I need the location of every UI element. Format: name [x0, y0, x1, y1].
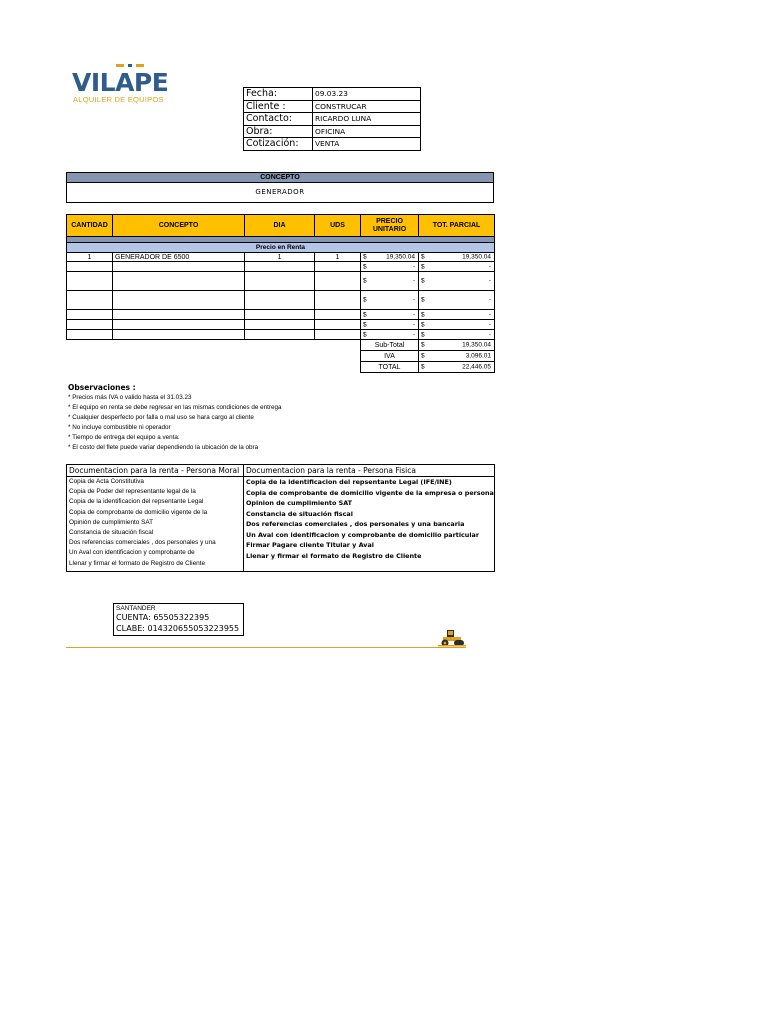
info-label: Fecha:: [244, 88, 313, 101]
amount: -: [412, 263, 415, 270]
cell-precio: [361, 262, 419, 272]
cell-dia: [245, 320, 315, 330]
info-row: [244, 100, 421, 113]
cell-precio: [361, 330, 419, 340]
column-header: TOT. PARCIAL: [419, 215, 495, 237]
cell-dia: [245, 310, 315, 320]
cell-precio: [361, 310, 419, 320]
cell-uds: [315, 310, 361, 320]
doc-fisica-item: Llenar y firmar el formato de Registro de Cliente: [246, 551, 422, 560]
section-label: Precio en Renta: [67, 243, 495, 253]
cell-dia: 1: [245, 253, 315, 262]
doc-fisica-item: Copia de la identificacion del repsentante Legal (IFE/INE): [246, 478, 452, 486]
quote-info-table: [243, 87, 421, 151]
cell-total: [419, 310, 495, 320]
currency-symbol: $: [421, 277, 425, 285]
bank-info: [113, 603, 244, 636]
doc-moral-item: Copia de Poder del representante legal de la: [69, 488, 196, 496]
amount: -: [488, 311, 491, 318]
table-row: [67, 253, 495, 262]
cell-cantidad: [67, 320, 113, 330]
cell-dia: [245, 291, 315, 310]
currency-symbol: $: [421, 263, 425, 270]
cell-total: [419, 272, 495, 291]
doc-fisica-item: Copia de comprobante de domicilio vigente de la empresa o persona: [246, 488, 494, 497]
table-row: [67, 291, 495, 310]
info-label: Cliente :: [244, 100, 313, 113]
observacion-line: * Tiempo de entrega del equipo a venta:: [68, 434, 180, 441]
table-row: [67, 320, 495, 330]
cell-concepto: [113, 310, 245, 320]
table-row: [67, 272, 495, 291]
cell-total: [419, 330, 495, 340]
doc-fisica-item: Un Aval con identificacion y comprobante de domicilio particular: [246, 530, 479, 539]
amount: -: [488, 263, 491, 270]
currency-symbol: $: [363, 253, 367, 261]
currency-symbol: $: [363, 321, 367, 328]
logo-tagline: ALQUILER DE EQUIPOS: [73, 95, 164, 104]
cell-cantidad: [67, 330, 113, 340]
doc-fisica-item: Opinion de cumplimiento SAT: [246, 499, 353, 507]
amount: -: [488, 296, 491, 304]
currency-symbol: $: [363, 296, 367, 304]
cell-total: [419, 262, 495, 272]
cell-cantidad: [67, 262, 113, 272]
doc-fisica-item: Firmar Pagare cliente Titular y Aval: [246, 541, 374, 549]
currency-symbol: $: [421, 331, 425, 338]
currency-symbol: $: [421, 352, 425, 360]
info-label: Contacto:: [244, 113, 313, 126]
amount: -: [488, 321, 491, 328]
amount: -: [412, 331, 415, 338]
bank-cuenta: CUENTA: 65505322395: [116, 613, 210, 622]
cell-uds: [315, 272, 361, 291]
info-label: Cotización:: [244, 138, 313, 151]
info-value: OFICINA: [313, 125, 421, 138]
amount: -: [412, 321, 415, 328]
road-roller-icon: [438, 629, 466, 647]
section-row: [67, 243, 495, 253]
currency-symbol: $: [363, 263, 367, 270]
currency-symbol: $: [421, 296, 425, 304]
observacion-line: * El equipo en renta se debe regresar en las mismas condiciones de entrega: [68, 404, 282, 411]
column-header: CANTIDAD: [67, 215, 113, 237]
currency-symbol: $: [421, 341, 425, 349]
docs-fisica-header: Documentacion para la renta - Persona Fisica: [244, 465, 494, 477]
table-row: [67, 262, 495, 272]
currency-symbol: $: [421, 321, 425, 328]
concepto-header: CONCEPTO: [66, 172, 494, 183]
currency-symbol: $: [363, 331, 367, 338]
cell-total: [419, 291, 495, 310]
observacion-line: * No incluye combustible ni operador: [68, 424, 171, 431]
currency-symbol: $: [363, 277, 367, 285]
cell-uds: [315, 330, 361, 340]
bank-clabe: CLABE: 014320655053223955: [116, 623, 240, 633]
observaciones-title: Observaciones :: [68, 383, 136, 392]
doc-moral-item: Un Aval con identificacion y comprobante de: [69, 549, 195, 557]
info-value: 09.03.23: [313, 88, 421, 101]
doc-moral-item: Opinión de cumplimiento SAT: [69, 518, 154, 526]
observaciones-section: [68, 383, 498, 453]
doc-fisica-item: Dos referencias comerciales , dos personales y una bancaria: [246, 520, 465, 528]
cell-cantidad: [67, 272, 113, 291]
observacion-line: * Precios más IVA o valido hasta el 31.03.23: [68, 394, 192, 401]
concepto-block: [66, 172, 494, 203]
cell-concepto: [113, 262, 245, 272]
observacion-line: * El costo del flete puede variar dependiendo la ubicación de la obra: [68, 444, 259, 451]
logo-name: VILAPE: [72, 68, 169, 97]
cell-precio: [361, 272, 419, 291]
doc-moral-item: Copia de Acta Constitutiva: [69, 478, 144, 485]
cell-uds: 1: [315, 253, 361, 262]
column-header: PRECIO UNITARIO: [361, 215, 419, 237]
docs-moral-header: Documentacion para la renta - Persona Moral: [67, 465, 243, 477]
cell-concepto: [113, 291, 245, 310]
cell-cantidad: 1: [67, 253, 113, 262]
totals-value: [419, 340, 495, 351]
items-header-row: [67, 215, 495, 237]
amount: 22,446.05: [462, 363, 491, 371]
totals-label: IVA: [361, 351, 419, 362]
cell-concepto: [113, 320, 245, 330]
totals-value: [419, 362, 495, 373]
cell-cantidad: [67, 310, 113, 320]
currency-symbol: $: [421, 253, 425, 261]
bank-name: SANTANDER: [116, 605, 156, 612]
cell-precio: [361, 253, 419, 262]
docs-persona-moral: [67, 465, 244, 571]
docs-persona-fisica: [244, 465, 494, 571]
amount: 19,350.04: [462, 341, 491, 349]
concepto-value: GENERADOR: [66, 183, 494, 203]
amount: -: [488, 331, 491, 338]
items-table: [66, 214, 495, 373]
cell-uds: [315, 262, 361, 272]
totals-row: [67, 351, 495, 362]
footer-divider: [66, 647, 466, 648]
doc-moral-item: Copia de comprobante de domicilio vigente de la: [69, 508, 208, 516]
amount: 19,350.04: [386, 253, 415, 261]
info-row: [244, 88, 421, 101]
totals-row: [67, 340, 495, 351]
currency-symbol: $: [421, 311, 425, 318]
info-value: VENTA: [313, 138, 421, 151]
cell-dia: [245, 330, 315, 340]
cell-dia: [245, 272, 315, 291]
totals-row: [67, 362, 495, 373]
cell-cantidad: [67, 291, 113, 310]
cell-precio: [361, 291, 419, 310]
table-row: [67, 310, 495, 320]
info-value: RICARDO LUNA: [313, 113, 421, 126]
currency-symbol: $: [363, 311, 367, 318]
amount: -: [412, 277, 415, 285]
info-value: CONSTRUCAR: [313, 100, 421, 113]
cell-uds: [315, 320, 361, 330]
doc-fisica-item: Constancia de situación fiscal: [246, 509, 353, 518]
vilape-logo: [72, 64, 192, 108]
column-header: DIA: [245, 215, 315, 237]
column-header: UDS: [315, 215, 361, 237]
info-label: Obra:: [244, 125, 313, 138]
cell-concepto: [113, 272, 245, 291]
cell-concepto: GENERADOR DE 6500: [113, 253, 245, 262]
totals-value: [419, 351, 495, 362]
amount: 3,096.01: [465, 352, 491, 360]
table-row: [67, 330, 495, 340]
documentacion-table: [66, 464, 495, 572]
column-header: CONCEPTO: [113, 215, 245, 237]
info-row: [244, 125, 421, 138]
cell-precio: [361, 320, 419, 330]
doc-moral-item: Constancia de situación fiscal: [69, 529, 154, 537]
amount: 19,350.04: [462, 253, 491, 261]
cell-dia: [245, 262, 315, 272]
currency-symbol: $: [421, 363, 425, 371]
cell-uds: [315, 291, 361, 310]
doc-moral-item: Llenar y firmar el formato de Registro de Cliente: [69, 559, 206, 567]
cell-concepto: [113, 330, 245, 340]
amount: -: [412, 311, 415, 318]
totals-label: TOTAL: [361, 362, 419, 373]
doc-moral-item: Dos referencias comerciales , dos personales y una: [69, 539, 216, 547]
doc-moral-item: Copia de la identificacion del repsentante Legal: [69, 498, 204, 506]
info-row: [244, 138, 421, 151]
amount: -: [488, 277, 491, 285]
cell-total: [419, 253, 495, 262]
cell-total: [419, 320, 495, 330]
info-row: [244, 113, 421, 126]
totals-label: Sub-Total: [361, 340, 419, 351]
observacion-line: * Cualquier desperfecto por falla o mal uso se hara cargo al cliente: [68, 414, 254, 421]
amount: -: [412, 296, 415, 304]
